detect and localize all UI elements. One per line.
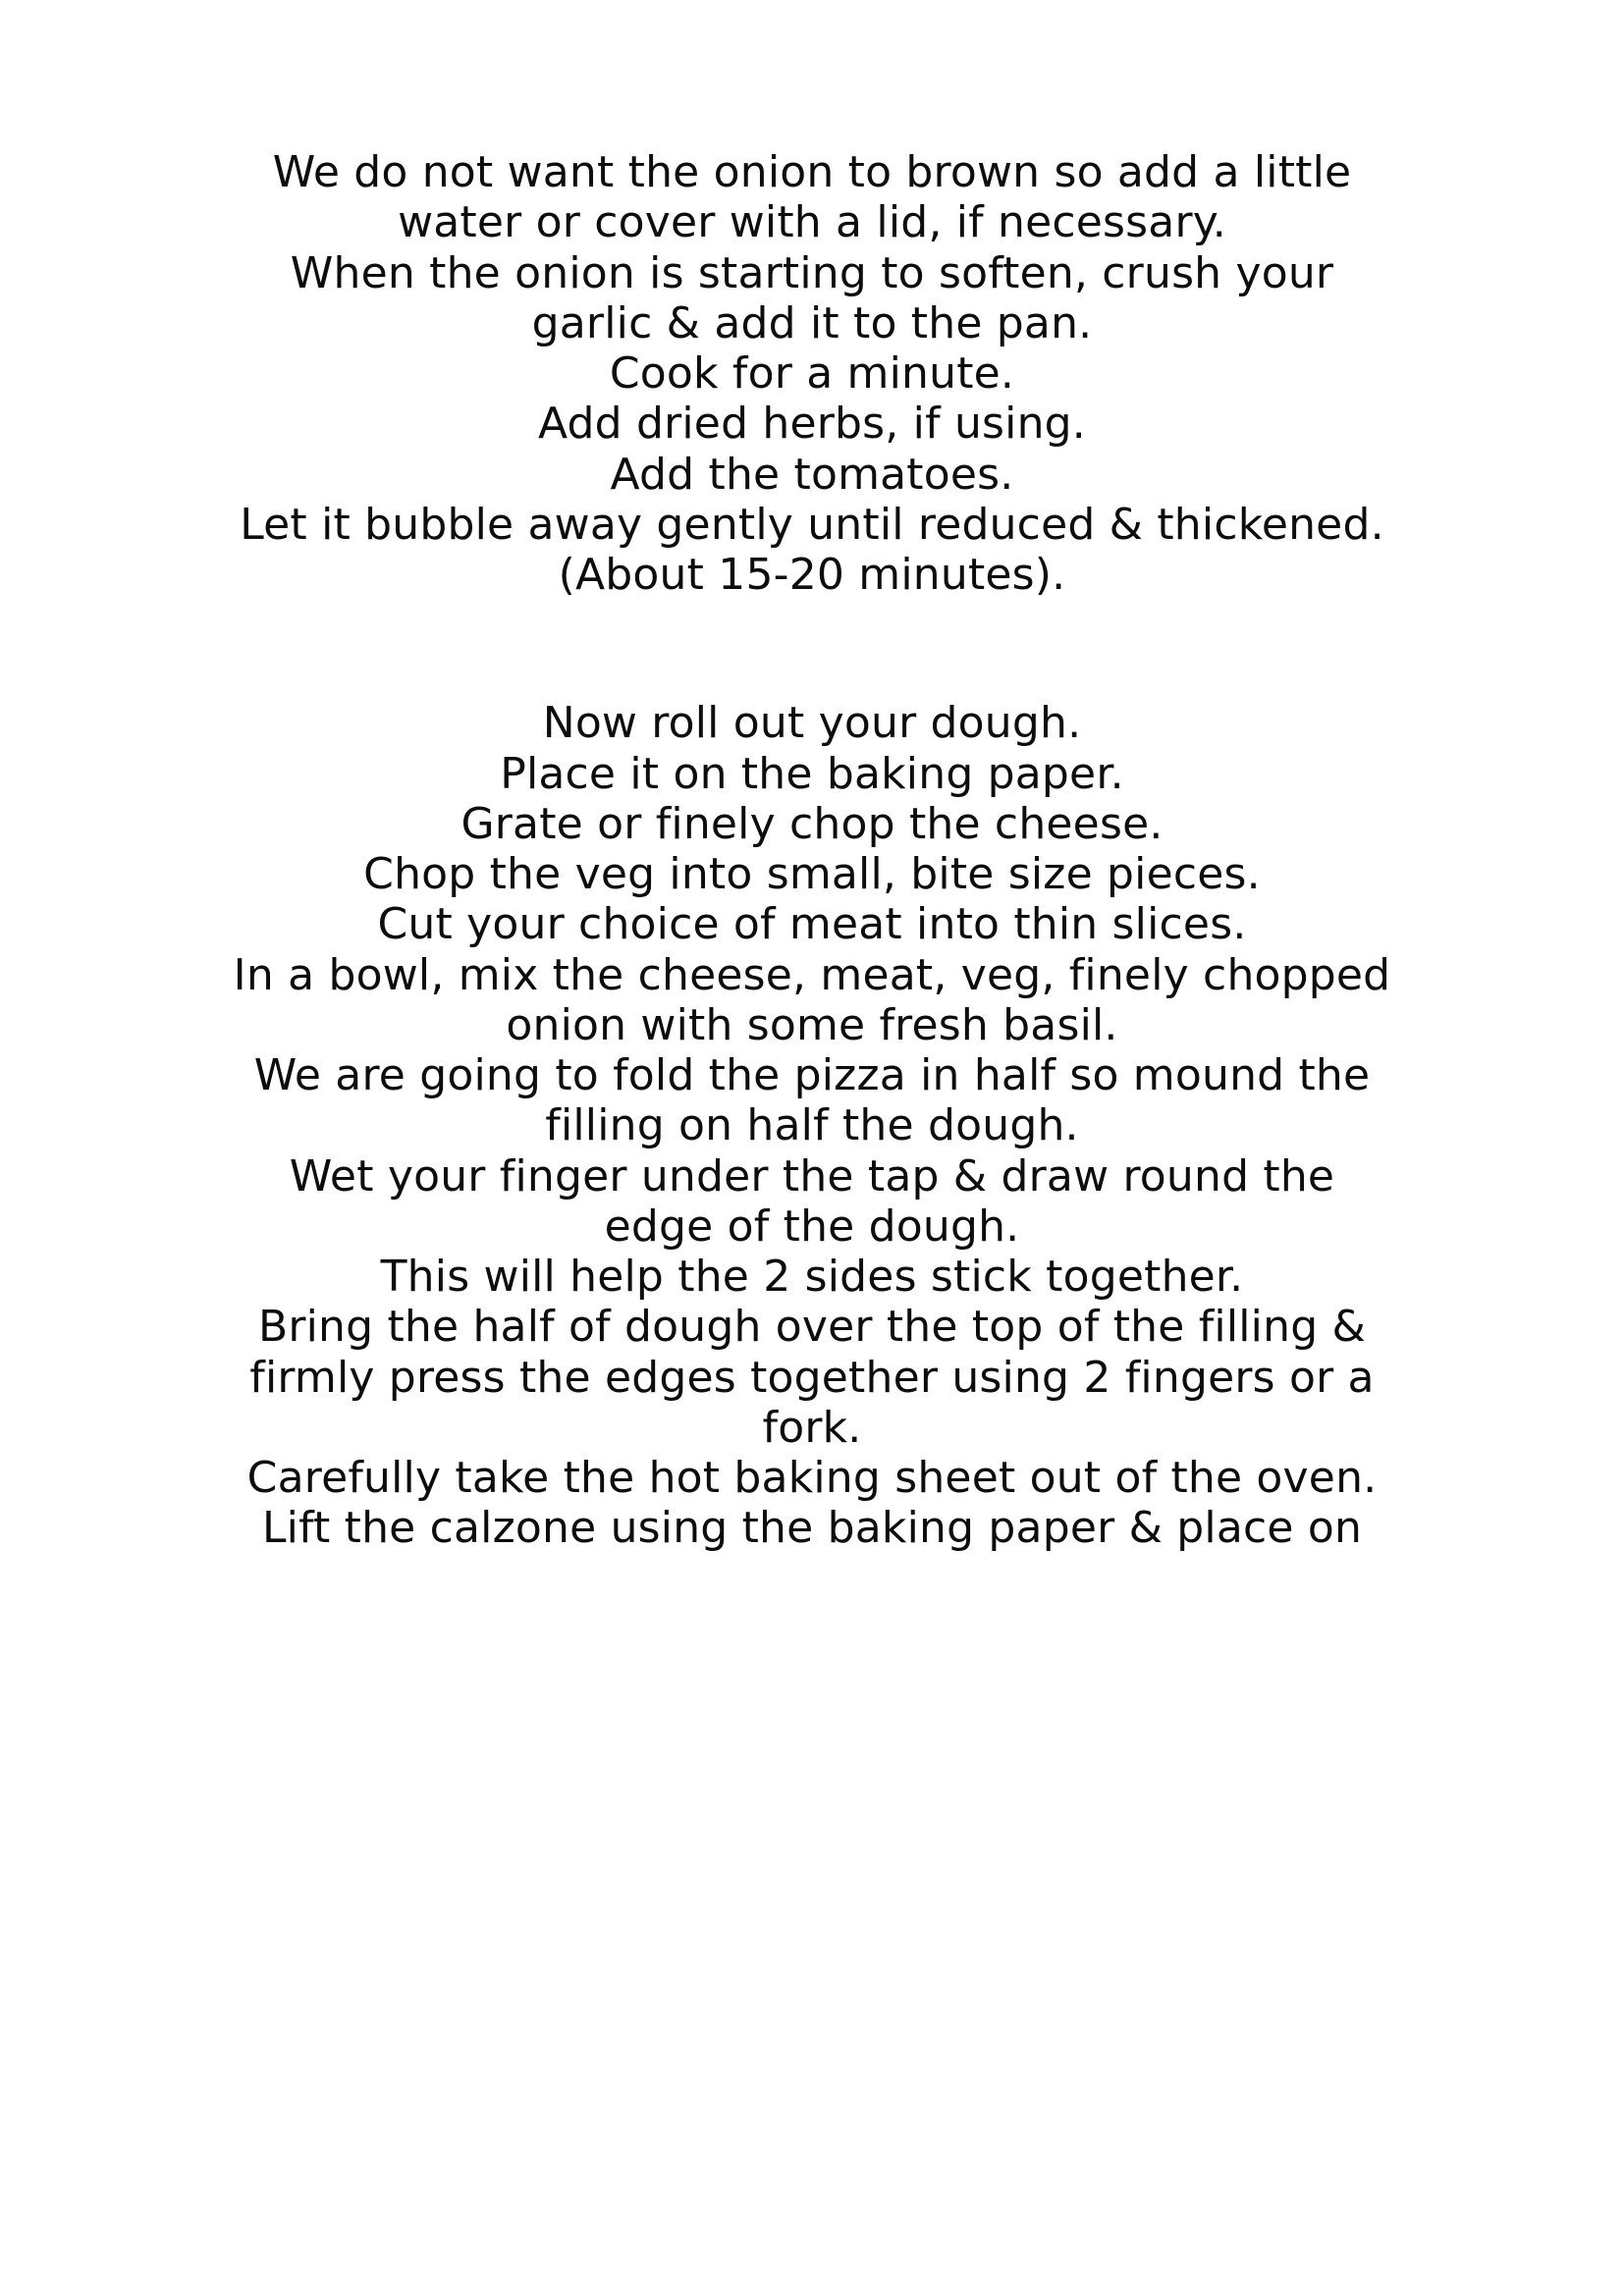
- text-line: We do not want the onion to brown so add a little: [272, 147, 1352, 197]
- paragraph-spacer: [128, 600, 1496, 698]
- text-line: Wet your finger under the tap & draw round the: [289, 1150, 1335, 1201]
- recipe-instructions-body: [128, 147, 1496, 1554]
- text-line: firmly press the edges together using 2 fingers or a: [249, 1352, 1375, 1403]
- text-line: water or cover with a lid, if necessary.: [398, 197, 1226, 248]
- paragraph-assembly-instructions: [128, 698, 1496, 1553]
- text-line: Add the tomatoes.: [610, 449, 1014, 500]
- text-line: When the onion is starting to soften, crush your: [290, 247, 1334, 298]
- text-line: Cut your choice of meat into thin slices.: [377, 899, 1247, 950]
- text-line: Now roll out your dough.: [542, 698, 1082, 749]
- text-line: edge of the dough.: [604, 1201, 1020, 1252]
- text-line: onion with some fresh basil.: [506, 999, 1118, 1050]
- text-line: This will help the 2 sides stick together.: [380, 1252, 1244, 1302]
- text-line: Grate or finely chop the cheese.: [460, 798, 1164, 849]
- text-line: Chop the veg into small, bite size pieces.: [363, 849, 1261, 899]
- text-line: Bring the half of dough over the top of the filling &: [257, 1302, 1367, 1353]
- text-line: Cook for a minute.: [609, 348, 1015, 399]
- text-line: Lift the calzone using the baking paper & place on: [261, 1503, 1363, 1554]
- text-line: In a bowl, mix the cheese, meat, veg, finely chopped: [233, 949, 1391, 1000]
- text-line: Carefully take the hot baking sheet out of the oven.: [246, 1453, 1378, 1503]
- paragraph-sauce-instructions: [128, 147, 1496, 600]
- text-line: (About 15-20 minutes).: [558, 550, 1066, 600]
- text-line: filling on half the dough.: [545, 1100, 1079, 1151]
- text-line: fork.: [762, 1402, 862, 1453]
- text-line: We are going to fold the pizza in half so mound the: [253, 1050, 1371, 1100]
- text-line: garlic & add it to the pan.: [531, 297, 1093, 348]
- text-line: Add dried herbs, if using.: [537, 399, 1086, 450]
- text-line: Place it on the baking paper.: [500, 748, 1124, 799]
- text-line: Let it bubble away gently until reduced & thickened.: [240, 499, 1384, 550]
